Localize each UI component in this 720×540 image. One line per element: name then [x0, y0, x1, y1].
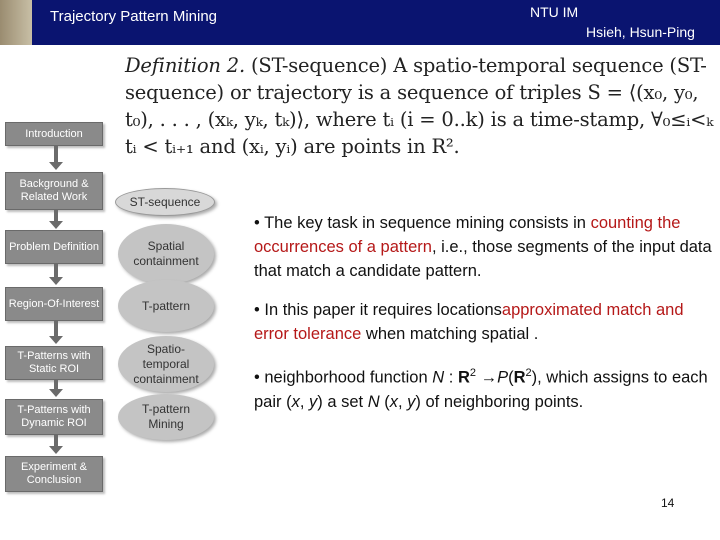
bullet-highlight: approximated match and error tolerance — [254, 301, 684, 343]
down-arrow-icon — [49, 446, 63, 454]
bullet-text: ) of neighboring points. — [415, 392, 584, 411]
bullet-text: , — [397, 392, 408, 411]
definition-head: Definition 2. — [125, 54, 245, 77]
nav-item-label: Background & Related Work — [19, 178, 89, 203]
bullet-text: • neighborhood function — [254, 368, 433, 387]
bullet-item — [254, 361, 714, 414]
definition-body: (ST-sequence) A spatio-temporal sequence (ST-sequence) or trajectory is a sequence of triples S = ⟨(x₀, y₀, t₀), . . . , (xₖ, yₖ, tₖ)⟩, where tᵢ (i = 0..k) is a time-stamp, ∀₀≤ᵢ<ₖ tᵢ < tᵢ₊₁ and (xᵢ, yᵢ) are points in R². — [125, 54, 714, 158]
subnav-item-label: T-pattern — [141, 298, 191, 313]
header-organization: NTU IM — [530, 4, 579, 20]
subnav-item-t-pattern[interactable] — [118, 280, 214, 332]
down-arrow-icon — [49, 336, 63, 344]
slide-header — [0, 0, 720, 45]
math-superscript: 2 — [469, 367, 476, 379]
bullet-text: • The key task in sequence mining consists in — [254, 214, 591, 232]
bullet-text: , i.e., those segments of the input data that match a candidate pattern. — [254, 238, 712, 280]
bullet-item — [254, 298, 714, 346]
math-symbol: x — [291, 392, 300, 411]
nav-item-static-roi[interactable] — [5, 346, 103, 380]
bullet-item — [254, 211, 714, 283]
nav-item-region-of-interest[interactable] — [5, 287, 103, 321]
math-symbol: y — [309, 392, 318, 411]
math-symbol: N — [367, 392, 380, 411]
nav-item-introduction[interactable] — [5, 122, 103, 146]
header-author: Hsieh, Hsun-Ping — [586, 24, 695, 40]
nav-item-label: Problem Definition — [9, 240, 99, 253]
subnav-item-spatio-temporal-containment[interactable] — [118, 336, 214, 392]
nav-item-label: Region-Of-Interest — [8, 297, 100, 310]
bullet-text: • In this paper it requires locations — [254, 301, 502, 319]
subnav-item-label: T-pattern Mining — [141, 402, 191, 431]
math-superscript: 2 — [525, 367, 532, 379]
header-logo-strip — [0, 0, 32, 45]
subnav-item-st-sequence[interactable] — [115, 188, 215, 216]
bullet-highlight: counting the occurrences of a pattern — [254, 214, 681, 256]
arrow-symbol: → — [475, 368, 498, 387]
math-symbol: y — [407, 392, 416, 411]
bullet-text: ), which assigns to each pair ( — [254, 368, 708, 411]
bullet-text: ) a set — [317, 392, 368, 411]
math-symbol: P — [497, 368, 509, 387]
nav-item-label: Experiment & Conclusion — [20, 461, 88, 486]
nav-item-problem-definition[interactable] — [5, 230, 103, 264]
down-arrow-icon — [49, 162, 63, 170]
bullet-list — [254, 211, 714, 429]
subnav-item-t-pattern-mining[interactable] — [118, 394, 214, 440]
subnav-item-spatial-containment[interactable] — [118, 224, 214, 284]
nav-item-experiment-conclusion[interactable] — [5, 456, 103, 492]
math-symbol: x — [389, 392, 398, 411]
nav-item-label: T-Patterns with Static ROI — [17, 350, 91, 375]
subnav-item-label: Spatial containment — [133, 239, 199, 268]
down-arrow-icon — [49, 277, 63, 285]
page-number: 14 — [661, 496, 675, 510]
subnav-item-label: ST-sequence — [129, 194, 201, 209]
slide-title: Trajectory Pattern Mining — [50, 8, 218, 25]
bullet-text: ( — [508, 368, 514, 387]
bullet-text: , — [299, 392, 310, 411]
nav-item-label: T-Patterns with Dynamic ROI — [17, 404, 91, 429]
math-symbol: R — [513, 368, 526, 387]
bullet-text: : — [444, 368, 458, 387]
down-arrow-icon — [49, 389, 63, 397]
bullet-text: ( — [379, 392, 390, 411]
math-symbol: N — [432, 368, 445, 387]
down-arrow-icon — [49, 221, 63, 229]
nav-item-label: Introduction — [25, 127, 83, 140]
nav-item-dynamic-roi[interactable] — [5, 399, 103, 435]
definition-block — [125, 52, 720, 160]
bullet-text: when matching spatial . — [361, 325, 539, 343]
subnav-item-label: Spatio-temporal containment — [133, 341, 199, 386]
nav-item-background[interactable] — [5, 172, 103, 210]
math-symbol: R — [457, 368, 470, 387]
